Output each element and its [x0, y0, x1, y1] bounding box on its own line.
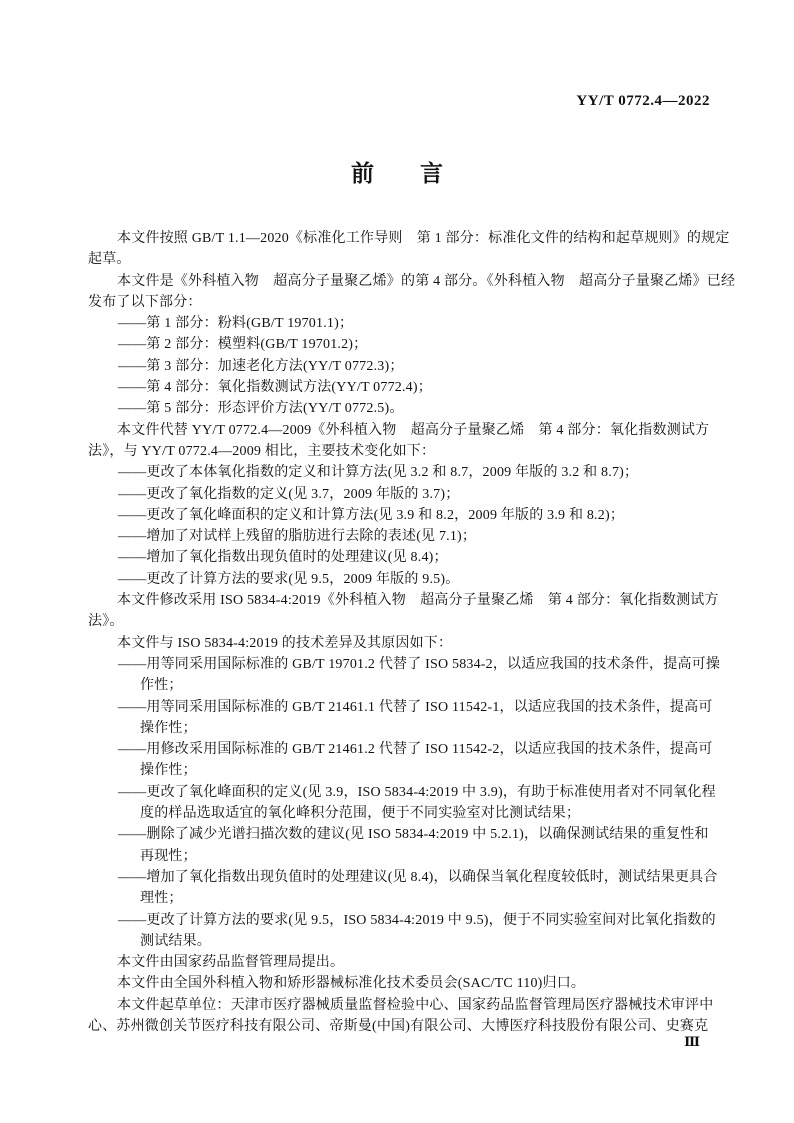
list-item-line: ——增加了氧化指数出现负值时的处理建议(见 8.4)；: [118, 550, 448, 566]
list-item-line: ——第 1 部分：粉料(GB/T 19701.1)；: [118, 316, 354, 332]
paragraph-line: 法》。: [88, 614, 124, 630]
paragraph-line: 本文件修改采用 ISO 5834-4:2019《外科植入物 超高分子量聚乙烯 第 4 部分：氧化指数测试方: [117, 593, 719, 609]
paragraph-line: 法》，与 YY/T 0772.4—2009 相比，主要技术变化如下：: [88, 443, 436, 459]
list-item-line: ——更改了本体氧化指数的定义和计算方法(见 3.2 和 8.7，2009 年版的 3.2 和 8.7)；: [118, 465, 639, 481]
list-item-line: ——第 4 部分：氧化指数测试方法(YY/T 0772.4)；: [118, 380, 432, 396]
list-item-line: ——用等同采用国际标准的 GB/T 21461.1 代替了 ISO 11542-1，以适应我国的技术条件，提高可: [118, 699, 713, 715]
list-item-line: ——第 5 部分：形态评价方法(YY/T 0772.5)。: [118, 401, 404, 417]
list-item-line: ——第 3 部分：加速老化方法(YY/T 0772.3)；: [118, 358, 404, 374]
standard-number: YY/T 0772.4—2022: [576, 93, 710, 109]
list-item-line: 再现性；: [140, 848, 197, 864]
list-item-line: 度的样品选取适宜的氧化峰积分范围，便于不同实验室对比测试结果；: [140, 806, 581, 822]
list-item-line: ——删除了减少光谱扫描次数的建议(见 ISO 5834-4:2019 中 5.2.1)，以确保测试结果的重复性和: [118, 827, 709, 843]
document-body: [88, 228, 736, 1037]
list-item-line: ——第 2 部分：模塑料(GB/T 19701.2)；: [118, 337, 368, 353]
list-item-line: 测试结果。: [140, 933, 211, 949]
list-item-line: ——增加了氧化指数出现负值时的处理建议(见 8.4)，以确保当氧化程度较低时，测试结果更具合: [118, 869, 718, 885]
list-item-line: ——更改了计算方法的要求(见 9.5，ISO 5834-4:2019 中 9.5)，便于不同实验室间对比氧化指数的: [118, 912, 716, 928]
paragraph-line: 本文件起草单位：天津市医疗器械质量监督检验中心、国家药品监督管理局医疗器械技术审评中: [117, 997, 714, 1013]
list-item-line: 操作性；: [140, 763, 197, 779]
paragraph-line: 本文件由国家药品监督管理局提出。: [117, 955, 345, 971]
paragraph-line: 本文件与 ISO 5834-4:2019 的技术差异及其原因如下：: [117, 635, 453, 651]
list-item-line: ——更改了氧化指数的定义(见 3.7，2009 年版的 3.7)；: [118, 486, 460, 502]
paragraph-line: 本文件由全国外科植入物和矫形器械标准化技术委员会(SAC/TC 110)归口。: [117, 976, 586, 992]
list-item-line: ——用修改采用国际标准的 GB/T 21461.2 代替了 ISO 11542-2，以适应我国的技术条件，提高可: [118, 742, 713, 758]
list-item-line: ——增加了对试样上残留的脂肪进行去除的表述(见 7.1)；: [118, 529, 477, 545]
paragraph-line: 本文件按照 GB/T 1.1—2020《标准化工作导则 第 1 部分：标准化文件的结构和起草规则》的规定: [117, 231, 730, 246]
list-item-line: 作性；: [140, 678, 183, 694]
list-item-line: ——更改了氧化峰面积的定义(见 3.9，ISO 5834-4:2019 中 3.9)，有助于标准使用者对不同氧化程: [118, 784, 716, 800]
paragraph-line: 发布了以下部分：: [88, 294, 202, 310]
paragraph-line: 心、苏州微创关节医疗科技有限公司、帝斯曼(中国)有限公司、大博医疗科技股份有限公司、史赛克: [88, 1018, 709, 1034]
page-number: Ⅲ: [684, 1034, 700, 1049]
list-item-line: 理性；: [140, 891, 183, 907]
list-item-line: ——更改了氧化峰面积的定义和计算方法(见 3.9 和 8.2，2009 年版的 3.9 和 8.2)；: [118, 507, 625, 523]
foreword-title: 前 言: [351, 160, 443, 186]
list-item-line: ——用等同采用国际标准的 GB/T 19701.2 代替了 ISO 5834-2，以适应我国的技术条件，提高可操: [118, 656, 721, 672]
list-item-line: 操作性；: [140, 720, 197, 736]
paragraph-line: 本文件是《外科植入物 超高分子量聚乙烯》的第 4 部分。《外科植入物 超高分子量聚乙烯》已经: [117, 273, 736, 289]
list-item-line: ——更改了计算方法的要求(见 9.5，2009 年版的 9.5)。: [118, 571, 460, 587]
paragraph-line: 起草。: [88, 252, 131, 268]
paragraph-line: 本文件代替 YY/T 0772.4—2009《外科植入物 超高分子量聚乙烯 第 4 部分：氧化指数测试方: [117, 422, 710, 438]
